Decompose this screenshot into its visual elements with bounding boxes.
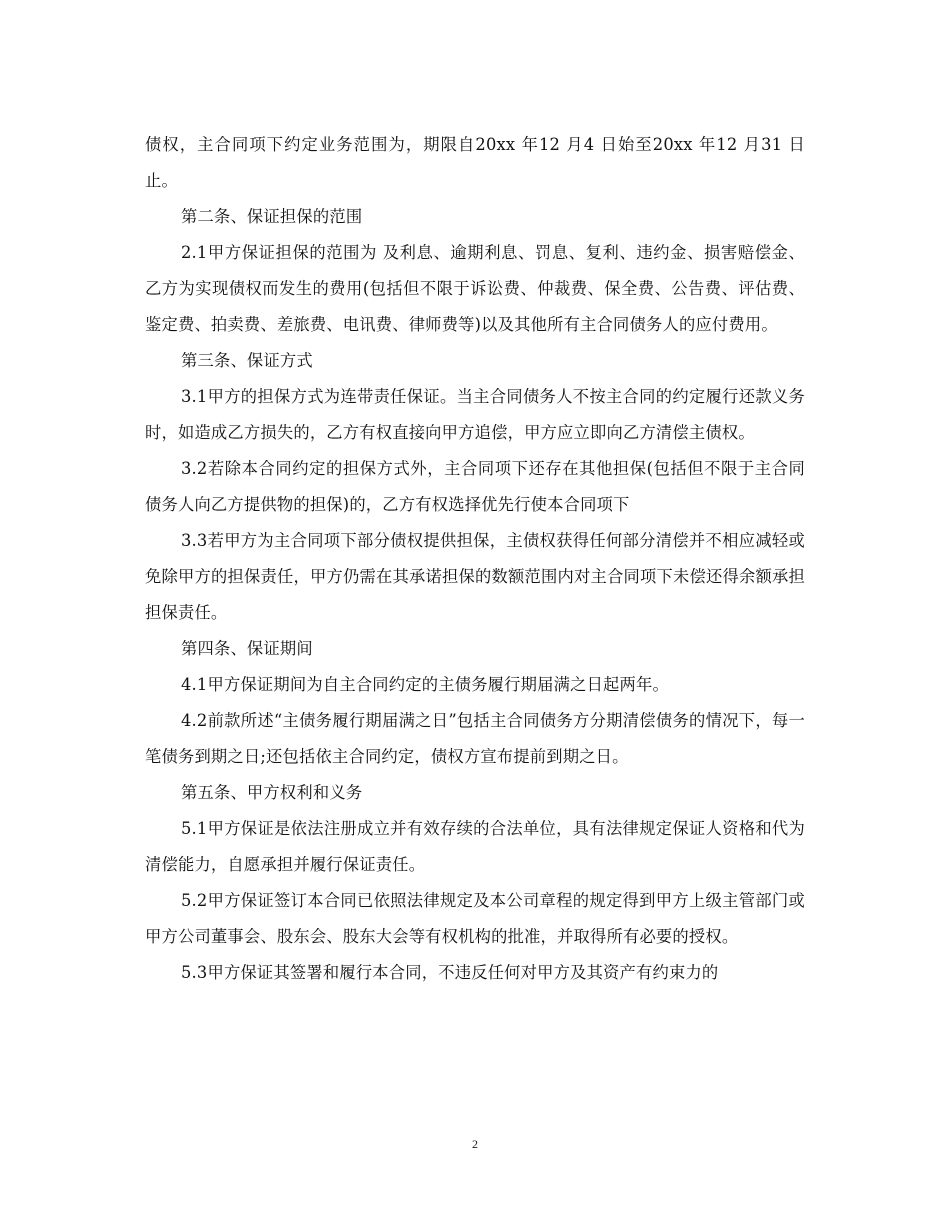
heading-article-2: 第二条、保证担保的范围	[181, 207, 363, 226]
paragraph-4-1: 4.1甲方保证期间为自主合同约定的主债务履行期届满之日起两年。	[181, 675, 669, 694]
paragraph-2-1: 2.1甲方保证担保的范围为 及利息、逾期利息、罚息、复利、违约金、损害赔偿金、乙方为实现债权而发生的费用(包括但不限于诉讼费、仲裁费、保全费、公告费、评估费、鉴定费、拍卖费、差旅费、电讯费、律师费等)以及其他所有主合同债务人的应付费用。	[145, 243, 805, 334]
paragraph-3-2: 3.2若除本合同约定的担保方式外，主合同项下还存在其他担保(包括但不限于主合同债务人向乙方提供物的担保)的，乙方有权选择优先行使本合同项下	[145, 459, 805, 514]
paragraph-5-2: 5.2甲方保证签订本合同已依照法律规定及本公司章程的规定得到甲方上级主管部门或甲方公司董事会、股东会、股东大会等有权机构的批准，并取得所有必要的授权。	[145, 891, 805, 946]
paragraph-contract-scope-period: 债权，主合同项下约定业务范围为，期限自20xx 年12 月4 日始至20xx 年12 月31 日止。	[145, 135, 805, 190]
document-body	[145, 127, 805, 991]
heading-article-3: 第三条、保证方式	[181, 351, 313, 370]
heading-article-4: 第四条、保证期间	[181, 639, 313, 658]
paragraph-3-1: 3.1甲方的担保方式为连带责任保证。当主合同债务人不按主合同的约定履行还款义务时，如造成乙方损失的，乙方有权直接向甲方追偿，甲方应立即向乙方清偿主债权。	[145, 387, 805, 442]
paragraph-5-3: 5.3甲方保证其签署和履行本合同，不违反任何对甲方及其资产有约束力的	[181, 963, 719, 982]
paragraph-3-3: 3.3若甲方为主合同项下部分债权提供担保，主债权获得任何部分清偿并不相应减轻或免除甲方的担保责任，甲方仍需在其承诺担保的数额范围内对主合同项下未偿还得余额承担担保责任。	[145, 531, 805, 622]
heading-article-5: 第五条、甲方权利和义务	[181, 783, 363, 802]
page-number: 2	[472, 1137, 478, 1151]
paragraph-5-1: 5.1甲方保证是依法注册成立并有效存续的合法单位，具有法律规定保证人资格和代为清偿能力，自愿承担并履行保证责任。	[145, 819, 805, 874]
paragraph-4-2: 4.2前款所述“主债务履行期届满之日”包括主合同债务方分期清偿债务的情况下，每一笔债务到期之日;还包括依主合同约定，债权方宣布提前到期之日。	[145, 711, 805, 766]
